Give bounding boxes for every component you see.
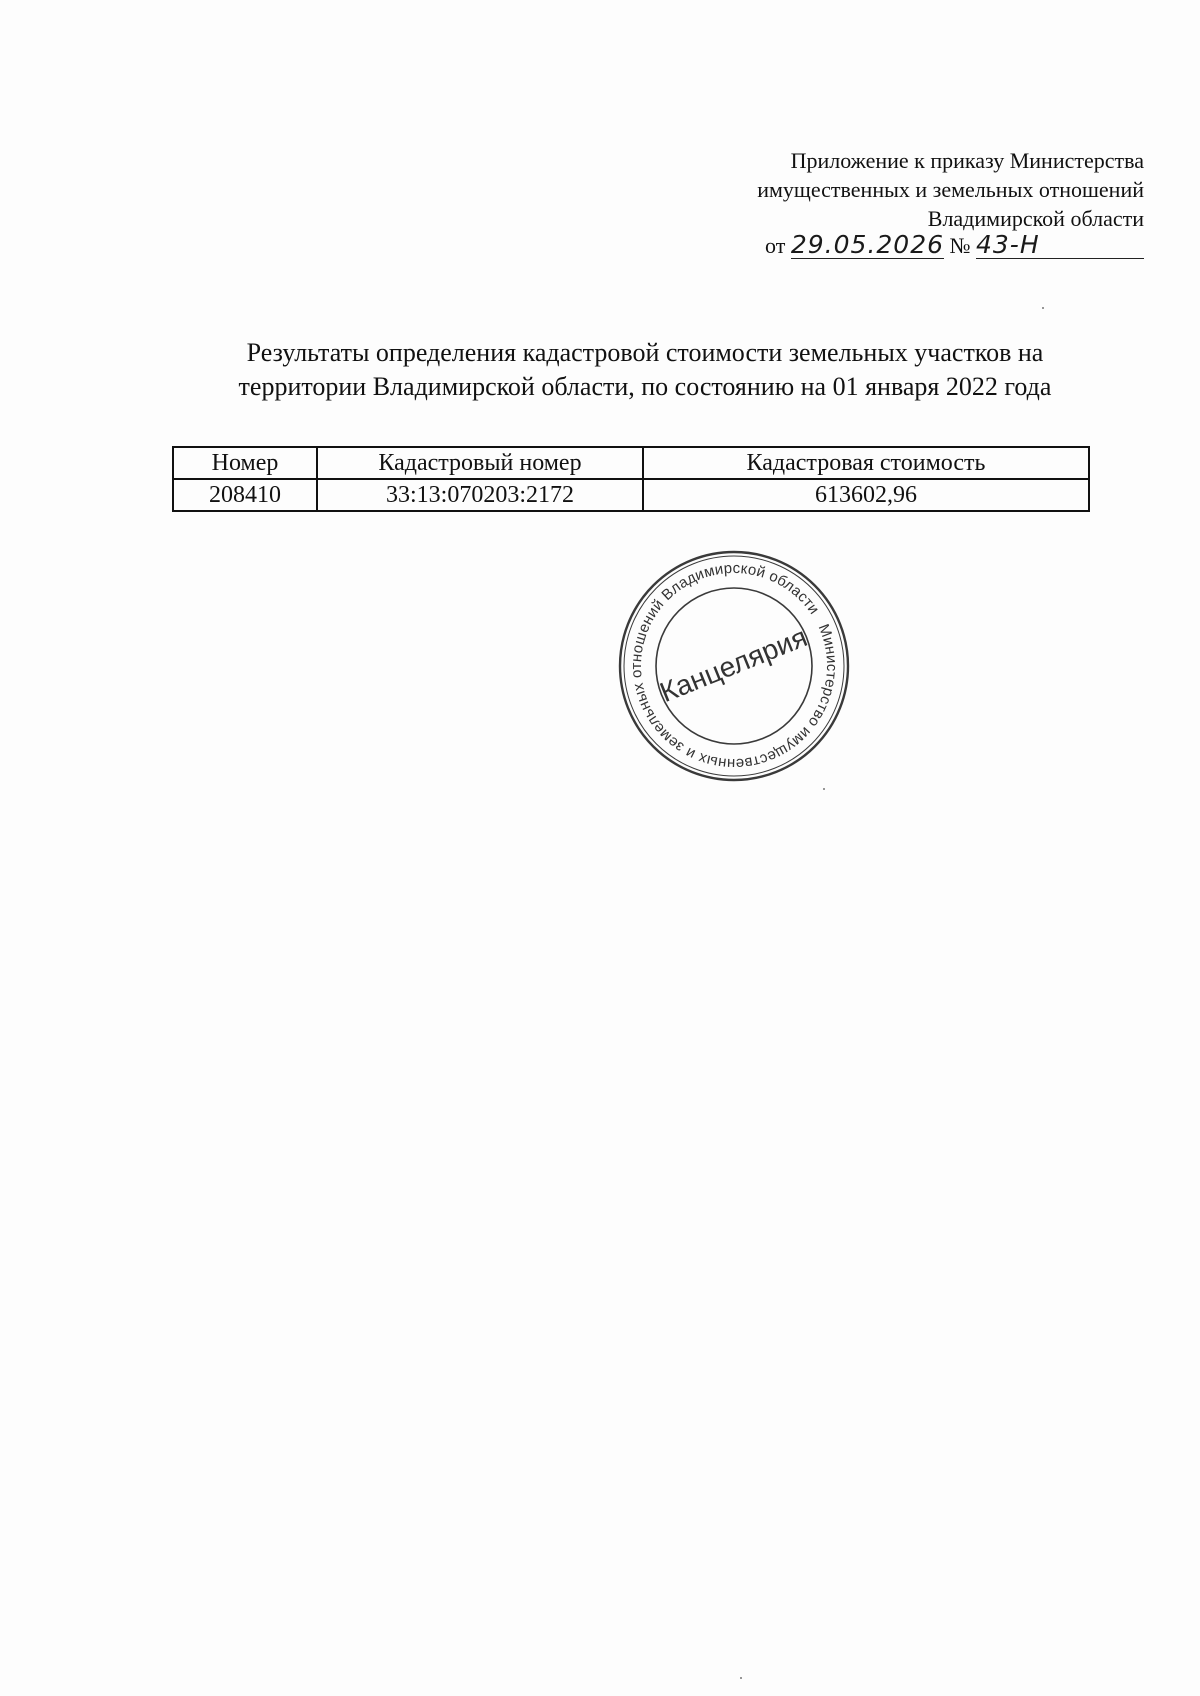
seal-center-text: Канцелярия: [655, 621, 812, 709]
column-header-cadastral-number: Кадастровый номер: [317, 447, 643, 479]
column-header-number: Номер: [173, 447, 317, 479]
order-reference: [765, 231, 1144, 261]
appendix-header-line-3: Владимирской области: [927, 206, 1144, 231]
document-title-line-1: Результаты определения кадастровой стоимости земельных участков на: [246, 338, 1044, 367]
seal-ring-text: Министерство имущественных и земельных отношений Владимирской области: [627, 559, 841, 773]
cell-cadastral-value: 613602,96: [643, 479, 1089, 511]
scan-speck: [823, 788, 825, 790]
scan-speck: [1042, 307, 1044, 309]
order-date-handwritten: 29.05.2026: [790, 230, 944, 259]
table-row: [173, 479, 1089, 511]
order-date-prefix: от: [765, 233, 786, 258]
order-number-handwritten: 43-Н: [976, 232, 1144, 259]
cell-cadastral-number: 33:13:070203:2172: [317, 479, 643, 511]
office-seal-stamp: [614, 546, 854, 786]
scan-speck: [740, 1677, 742, 1679]
appendix-header: [684, 146, 1144, 233]
table-header-row: [173, 447, 1089, 479]
order-number-prefix: №: [949, 233, 971, 258]
cell-number: 208410: [173, 479, 317, 511]
appendix-header-line-2: имущественных и земельных отношений: [757, 177, 1144, 202]
cadastral-results-table: [172, 446, 1090, 512]
appendix-header-line-1: Приложение к приказу Министерства: [790, 148, 1144, 173]
document-title-line-2: территории Владимирской области, по состоянию на 01 января 2022 года: [238, 372, 1052, 401]
column-header-cadastral-value: Кадастровая стоимость: [643, 447, 1089, 479]
seal-graphic: [614, 546, 854, 786]
document-title: [170, 336, 1120, 404]
